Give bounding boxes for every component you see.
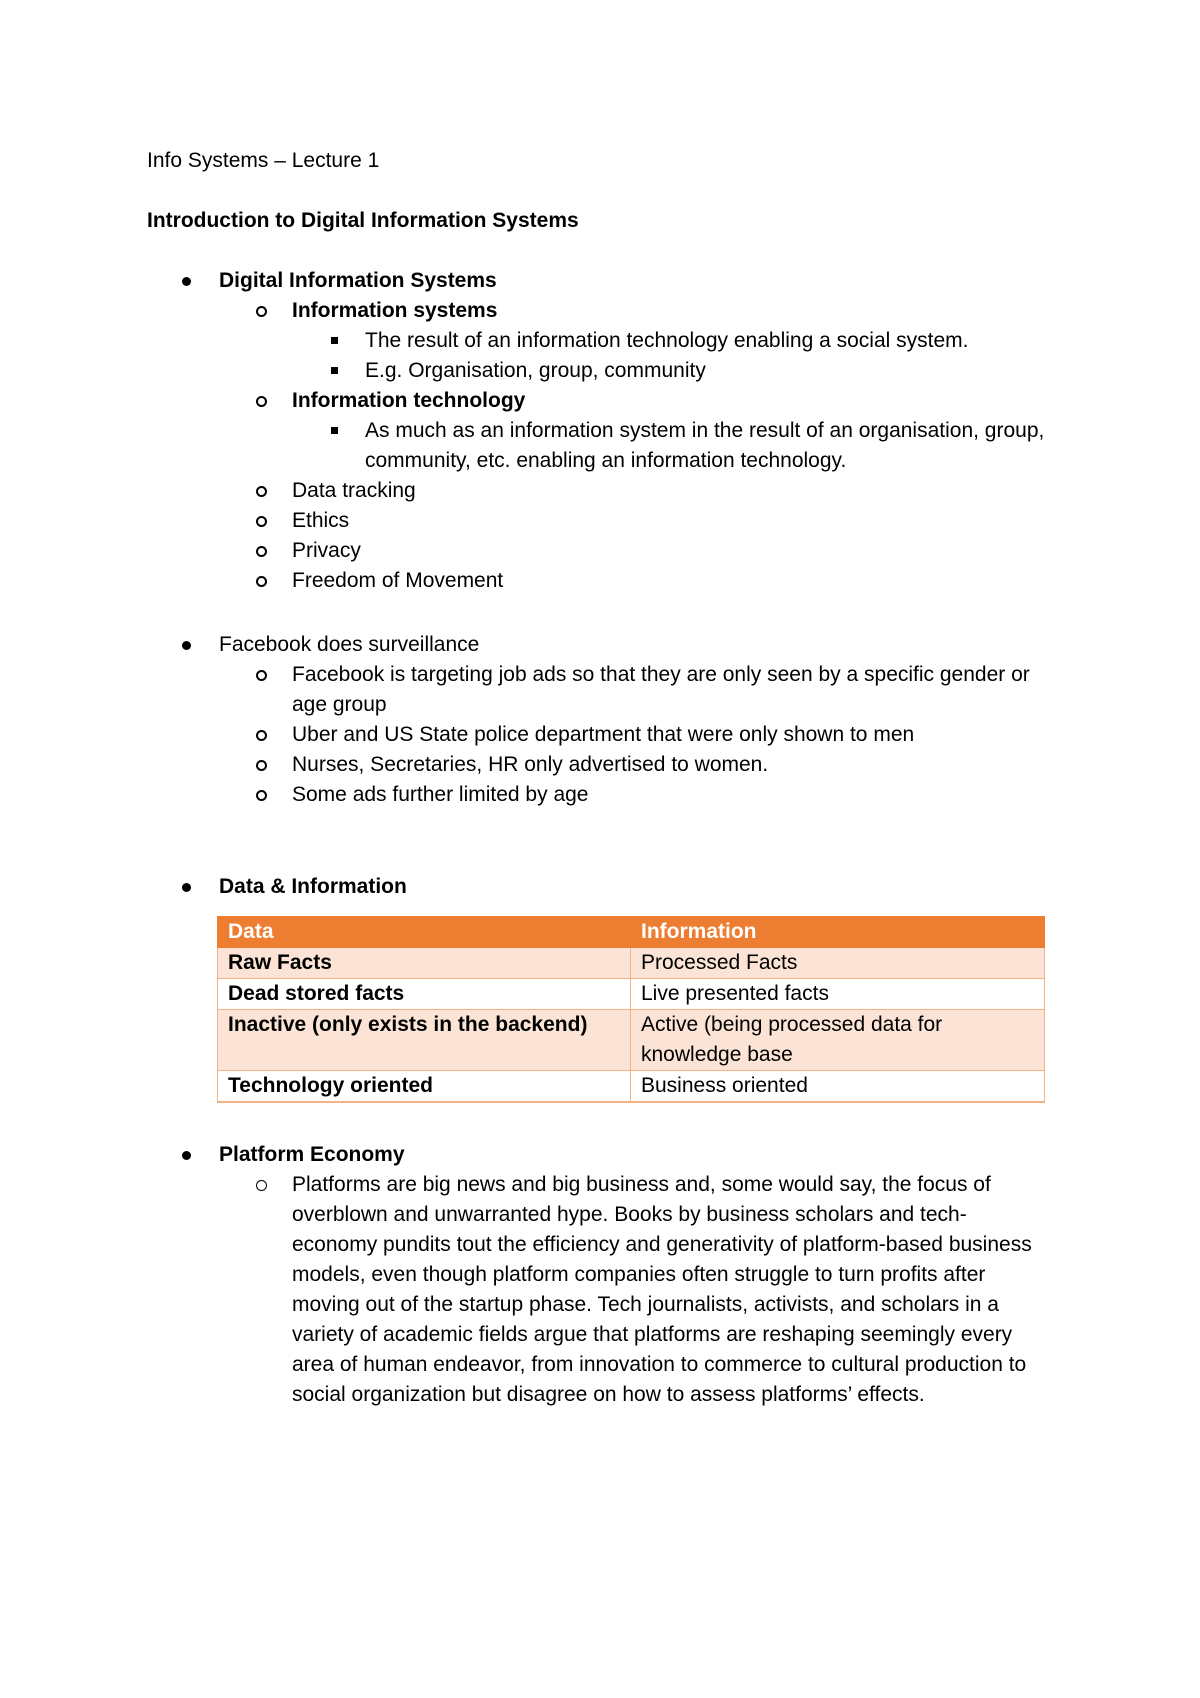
table-row [218, 1071, 1045, 1103]
table-header-row [218, 917, 1045, 948]
table-row [218, 979, 1045, 1010]
table-row [218, 948, 1045, 979]
bullet-circle-icon [256, 546, 267, 557]
document-title: Info Systems – Lecture 1 [147, 149, 380, 172]
list-item [0, 780, 1200, 810]
data-information-table [217, 916, 1045, 1103]
bullet-square-icon [331, 337, 338, 344]
list-item-text: Information technology [292, 389, 526, 412]
bullet-circle-icon [256, 670, 267, 681]
list-item [0, 296, 1200, 326]
list-item-text: Ethics [292, 509, 350, 532]
table-cell: Live presented facts [631, 979, 1045, 1010]
column-header-information: Information [631, 917, 1045, 948]
bullet-disc-icon [182, 1151, 191, 1160]
list-item [0, 566, 1200, 596]
bullet-circle-icon [256, 306, 267, 317]
list-item [0, 476, 1200, 506]
table-cell: Raw Facts [218, 948, 631, 979]
list-item [0, 266, 1200, 296]
table-cell: Dead stored facts [218, 979, 631, 1010]
list-item-text: Data tracking [292, 479, 416, 502]
section-heading: Facebook does surveillance [219, 633, 480, 656]
bullet-disc-icon [182, 883, 191, 892]
list-item [0, 416, 1200, 476]
list-item-text: Freedom of Movement [292, 569, 504, 592]
list-item [0, 750, 1200, 780]
list-item [0, 660, 1200, 720]
bullet-circle-icon [256, 790, 267, 801]
bullet-square-icon [331, 427, 338, 434]
table-cell: Inactive (only exists in the backend) [218, 1010, 631, 1071]
bullet-circle-icon [256, 396, 267, 407]
list-item [0, 1170, 1200, 1410]
list-item [0, 386, 1200, 416]
list-item-text: Some ads further limited by age [292, 783, 589, 806]
table-cell: Active (being processed data for knowledge base [631, 1010, 1045, 1071]
list-item [0, 356, 1200, 386]
table-cell: Business oriented [631, 1071, 1045, 1103]
list-item [0, 720, 1200, 750]
list-item-text: Nurses, Secretaries, HR only advertised to women. [292, 753, 769, 776]
section-facebook-surveillance [0, 630, 1200, 810]
platform-paragraph: Platforms are big news and big business and, some would say, the focus of overblown and unwarranted hype. Books by business scholars and tech-economy pundits tout the efficiency and generativity of platform-based business models, even though platform companies often struggle to turn profits after moving out of the startup phase. Tech journalists, activists, and scholars in a variety of academic fields argue that platforms are reshaping seemingly every area of human endeavor, from innovation to commerce to cultural production to social organization but disagree on how to assess platforms’ effects. [292, 1173, 1032, 1406]
bullet-circle-icon [256, 1180, 267, 1191]
section-heading: Data & Information [219, 875, 407, 898]
column-header-data: Data [218, 917, 631, 948]
list-item-text: As much as an information system in the result of an organisation, group, community, etc. enabling an information technology. [365, 419, 1045, 472]
list-item [0, 536, 1200, 566]
table-cell: Technology oriented [218, 1071, 631, 1103]
list-item [0, 326, 1200, 356]
document-subtitle: Introduction to Digital Information Systems [147, 209, 579, 232]
list-item [0, 630, 1200, 660]
bullet-circle-icon [256, 486, 267, 497]
table-row [218, 1010, 1045, 1071]
section-platform-economy [0, 1140, 1200, 1410]
section-digital-information-systems [0, 266, 1200, 596]
bullet-disc-icon [182, 277, 191, 286]
bullet-square-icon [331, 367, 338, 374]
bullet-circle-icon [256, 760, 267, 771]
list-item-text: Uber and US State police department that were only shown to men [292, 723, 915, 746]
list-item [0, 1140, 1200, 1170]
list-item-text: Facebook is targeting job ads so that they are only seen by a specific gender or age group [292, 663, 1030, 716]
bullet-circle-icon [256, 730, 267, 741]
bullet-circle-icon [256, 576, 267, 587]
list-item [0, 506, 1200, 536]
list-item [0, 872, 1200, 902]
table-cell: Processed Facts [631, 948, 1045, 979]
bullet-disc-icon [182, 641, 191, 650]
section-heading: Digital Information Systems [219, 269, 497, 292]
bullet-circle-icon [256, 516, 267, 527]
section-heading: Platform Economy [219, 1143, 405, 1166]
list-item-text: Information systems [292, 299, 498, 322]
list-item-text: E.g. Organisation, group, community [365, 359, 706, 382]
list-item-text: The result of an information technology enabling a social system. [365, 329, 969, 352]
list-item-text: Privacy [292, 539, 361, 562]
section-data-and-information [0, 872, 1200, 902]
